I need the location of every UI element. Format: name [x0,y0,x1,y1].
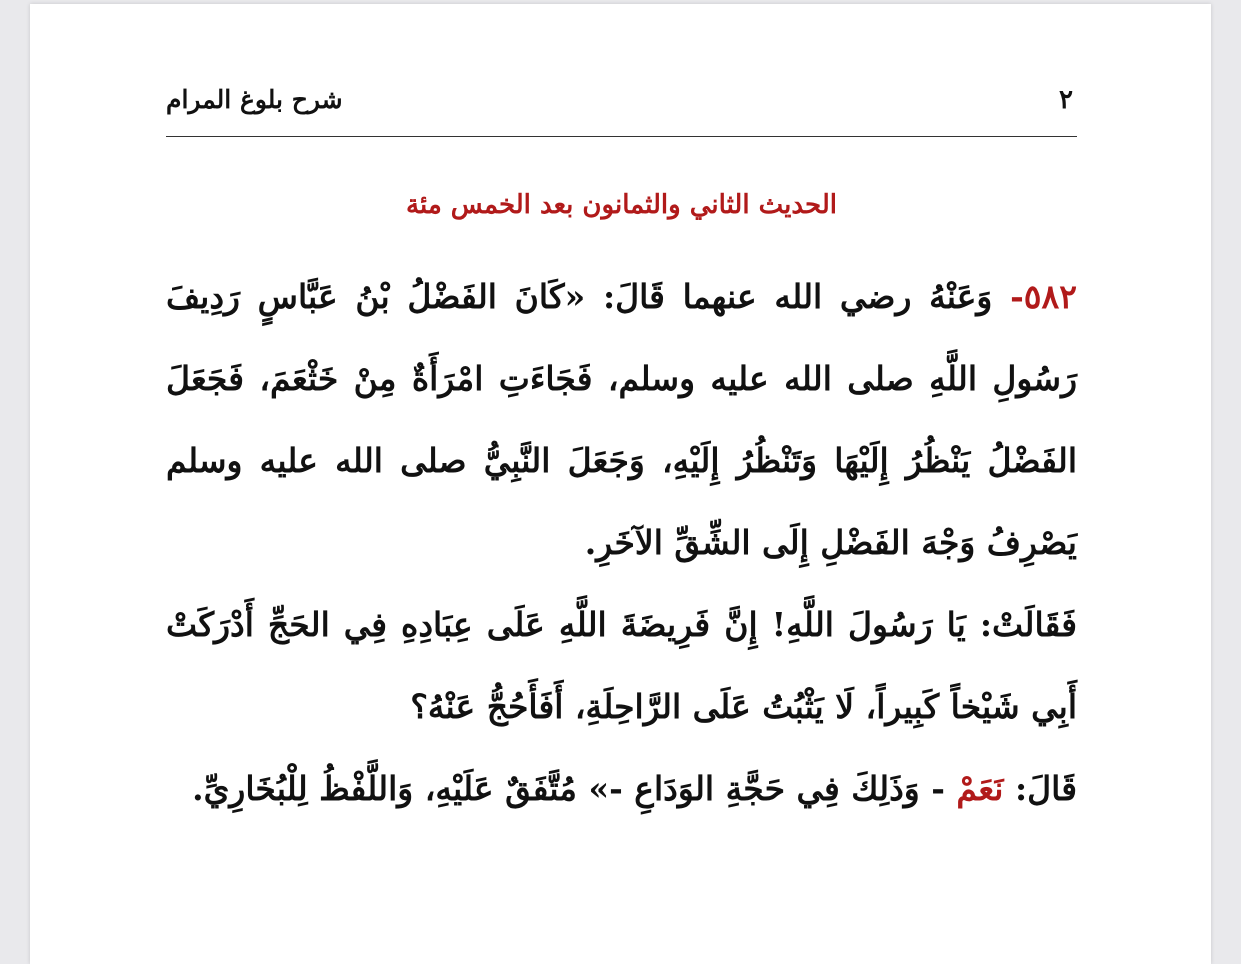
hadith-text-2: فَقَالَتْ: يَا رَسُولَ اللَّهِ! إِنَّ فَرِيضَةَ اللَّهِ عَلَى عِبَادِهِ فِي الحَجِّ أَدْرَكَتْ أَبِي شَيْخاً كَبِيراً، لَا يَثْبُتُ عَلَى الرَّاحِلَةِ، أَفَأَحُجُّ عَنْهُ؟ [166,605,1077,726]
hadith-number: ٥٨٢- [1010,277,1077,316]
page-header [166,85,1077,127]
section-heading: الحديث الثاني والثمانون بعد الخمس مئة [406,190,837,220]
header-divider [166,136,1077,137]
page-number: ٢ [1059,85,1073,115]
hadith-text-3-start: قَالَ: [1015,769,1077,808]
hadith-body [166,256,1077,830]
hadith-text-1: وَعَنْهُ رضي الله عنهما قَالَ: «كَانَ الفَضْلُ بْنُ عَبَّاسٍ رَدِيفَ رَسُولِ اللَّهِ صلى الله عليه وسلم، فَجَاءَتِ امْرَأَةٌ مِنْ خَثْعَمَ، فَجَعَلَ الفَضْلُ يَنْظُرُ إِلَيْهَا وَتَنْظُرُ إِلَيْهِ، وَجَعَلَ النَّبِيُّ صلى الله عليه وسلم يَصْرِفُ وَجْهَ الفَضْلِ إِلَى الشِّقِّ الآخَرِ. [166,277,1078,562]
hadith-text-3-end: - وَذَلِكَ فِي حَجَّةِ الوَدَاعِ -» مُتَّفَقٌ عَلَيْهِ، وَاللَّفْظُ لِلْبُخَارِيِّ. [192,769,945,808]
hadith-paragraph-1 [166,256,1077,584]
book-title: شرح بلوغ المرام [166,85,343,114]
hadith-paragraph-3 [166,748,1077,830]
hadith-paragraph-2 [166,584,1077,748]
hadith-answer-word: نَعَمْ [956,769,1004,808]
